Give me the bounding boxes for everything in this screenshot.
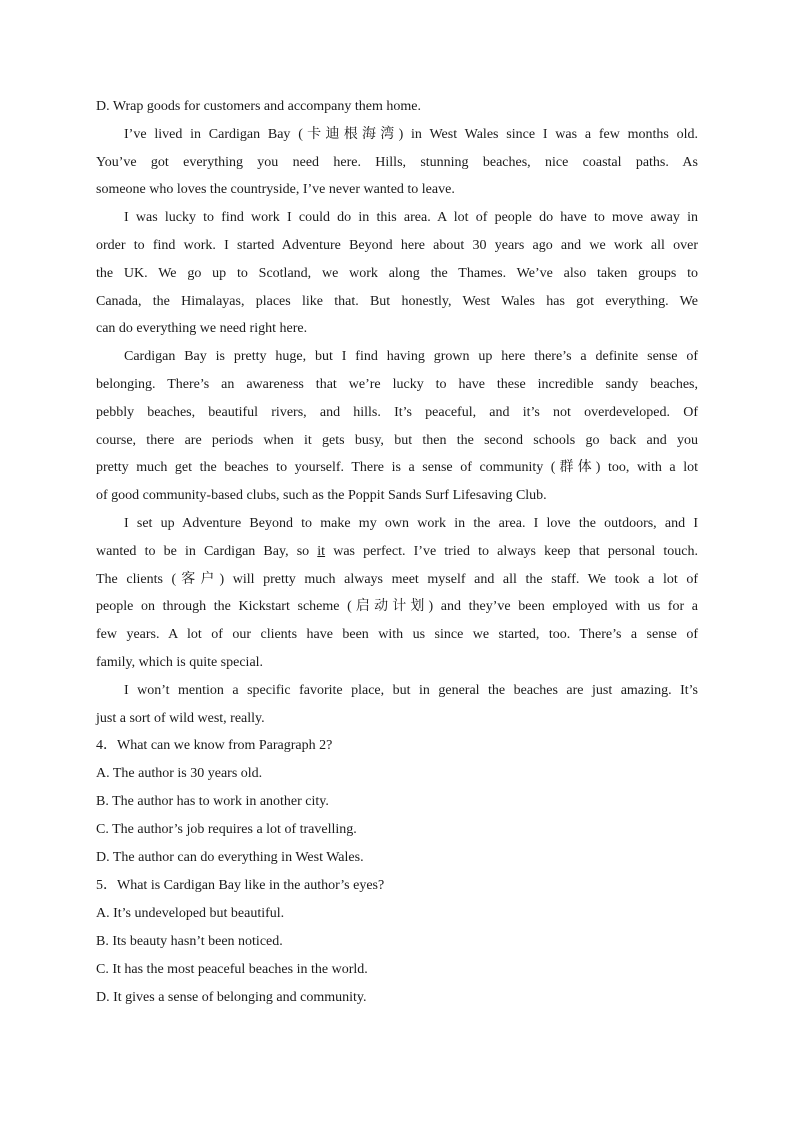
paragraph-line: someone who loves the countryside, I’ve never wanted to leave. xyxy=(96,182,455,198)
document-page xyxy=(96,93,698,1012)
paragraph-line: order to find work. I started Adventure Beyond here about 30 years ago and we work all over xyxy=(96,237,698,253)
paragraph-line: The clients (客户) will pretty much always meet myself and all the staff. We took a lot of xyxy=(96,571,698,587)
paragraph-line: I’ve lived in Cardigan Bay (卡迪根海湾) in West Wales since I was a few months old. xyxy=(124,126,698,142)
underlined-word-it: it xyxy=(317,543,326,559)
answer-option-d: D. It gives a sense of belonging and community. xyxy=(96,990,367,1006)
paragraph-line: can do everything we need right here. xyxy=(96,321,308,337)
passage xyxy=(96,121,698,733)
answer-option-d: D. The author can do everything in West Wales. xyxy=(96,850,364,866)
paragraph-line: belonging. There’s an awareness that we’re lucky to have these incredible sandy beaches, xyxy=(96,376,698,392)
paragraph-line: family, which is quite special. xyxy=(96,654,264,670)
answer-option-b: B. The author has to work in another city. xyxy=(96,794,329,810)
paragraph-line: I set up Adventure Beyond to make my own work in the area. I love the outdoors, and I xyxy=(124,515,698,531)
paragraph-5 xyxy=(96,677,698,733)
paragraph-line: Canada, the Himalayas, places like that. But honestly, West Wales has got everything. We xyxy=(96,293,698,309)
paragraph-3 xyxy=(96,343,698,510)
paragraph-line: people on through the Kickstart scheme (启动计划) and they’ve been employed with us for a xyxy=(96,599,698,615)
paragraph-line xyxy=(96,538,698,566)
line-part: wanted to be in Cardigan Bay, so xyxy=(96,543,318,559)
question-4 xyxy=(96,732,698,872)
paragraph-line: just a sort of wild west, really. xyxy=(96,710,265,726)
paragraph-line: You’ve got everything you need here. Hills, stunning beaches, nice coastal paths. As xyxy=(96,154,698,170)
previous-question-option-d: D. Wrap goods for customers and accompany them home. xyxy=(96,99,421,114)
answer-option-b: B. Its beauty hasn’t been noticed. xyxy=(96,934,283,950)
paragraph-2 xyxy=(96,204,698,343)
paragraph-line: course, there are periods when it gets busy, but then the second schools go back and you xyxy=(96,432,698,448)
paragraph-line: Cardigan Bay is pretty huge, but I find having grown up here there’s a definite sense of xyxy=(124,349,698,365)
answer-option-a: A. It’s undeveloped but beautiful. xyxy=(96,906,285,922)
paragraph-line: I won’t mention a specific favorite place, but in general the beaches are just amazing. It’s xyxy=(124,682,698,698)
question-5 xyxy=(96,872,698,1012)
paragraph-line: pretty much get the beaches to yourself. There is a sense of community (群体) too, with a lot xyxy=(96,460,698,476)
question-stem: 5．What is Cardigan Bay like in the author’s eyes? xyxy=(96,878,385,894)
paragraph-line: of good community-based clubs, such as the Poppit Sands Surf Lifesaving Club. xyxy=(96,488,547,504)
paragraph-1 xyxy=(96,121,698,204)
paragraph-line: the UK. We go up to Scotland, we work along the Thames. We’ve also taken groups to xyxy=(96,265,698,281)
line-part: was perfect. I’ve tried to always keep that personal touch. xyxy=(325,543,698,559)
paragraph-line: few years. A lot of our clients have been with us since we started, too. There’s a sense of xyxy=(96,627,698,643)
paragraph-4 xyxy=(96,510,698,677)
paragraph-line: pebbly beaches, beautiful rivers, and hills. It’s peaceful, and it’s not overdeveloped. Of xyxy=(96,404,698,420)
question-stem: 4．What can we know from Paragraph 2? xyxy=(96,738,333,754)
answer-option-c: C. The author’s job requires a lot of travelling. xyxy=(96,822,357,838)
answer-option-a: A. The author is 30 years old. xyxy=(96,766,263,782)
paragraph-line: I was lucky to find work I could do in this area. A lot of people do have to move away in xyxy=(124,210,698,226)
answer-option-c: C. It has the most peaceful beaches in the world. xyxy=(96,962,368,978)
